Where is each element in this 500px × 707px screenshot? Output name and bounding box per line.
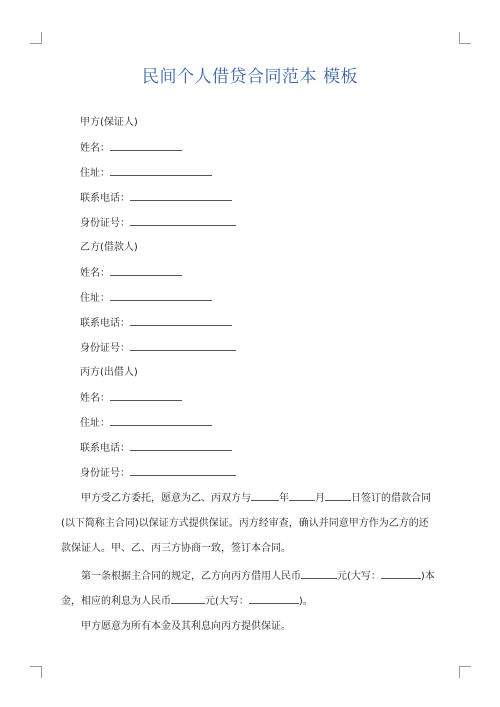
document-title: 民间个人借贷合同范本 模板	[142, 67, 358, 87]
page-corner-mark-bottom-right	[459, 666, 471, 678]
paragraph-line: 款保证人。甲、乙、丙三方协商一致，签订本合同。	[61, 543, 291, 554]
name-blank[interactable]	[110, 141, 182, 151]
date-blank[interactable]	[251, 491, 279, 501]
address-blank[interactable]	[110, 291, 212, 301]
month-label: 月	[315, 493, 325, 504]
guarantee-scope-paragraph	[61, 614, 441, 639]
paragraph-text: 元(大写：	[205, 596, 249, 607]
id-blank[interactable]	[130, 466, 236, 476]
id-blank[interactable]	[130, 216, 236, 226]
party-a-id-row	[80, 216, 236, 231]
year-label: 年	[279, 493, 289, 504]
address-blank[interactable]	[110, 166, 212, 176]
page-corner-mark-top-right	[459, 32, 471, 44]
page-corner-mark-bottom-left	[30, 666, 42, 678]
party-a-heading: 甲方(保证人)	[80, 117, 138, 128]
phone-label: 联系电话：	[80, 318, 130, 329]
interest-words-blank[interactable]	[249, 594, 299, 604]
id-label: 身份证号：	[80, 343, 130, 354]
phone-label: 联系电话：	[80, 193, 130, 204]
name-label: 姓名：	[80, 393, 110, 404]
id-label: 身份证号：	[80, 218, 130, 229]
party-c-address-row	[80, 416, 212, 431]
paragraph-text: 第一条根据主合同的规定，乙方向丙方借用人民币	[81, 571, 301, 582]
phone-label: 联系电话：	[80, 443, 130, 454]
party-c-heading: 丙方(出借人)	[80, 367, 138, 378]
page-corner-mark-top-left	[30, 32, 42, 44]
id-label: 身份证号：	[80, 468, 130, 479]
party-b-heading: 乙方(借款人)	[80, 242, 138, 253]
name-label: 姓名：	[80, 143, 110, 154]
paragraph-line	[61, 486, 441, 511]
address-label: 住址：	[80, 418, 110, 429]
article-one-paragraph	[61, 564, 441, 614]
party-a-phone-row	[80, 191, 232, 206]
paragraph-text: )。	[298, 596, 313, 607]
name-blank[interactable]	[110, 391, 182, 401]
id-blank[interactable]	[130, 341, 236, 351]
paragraph-text: 金，相应的利息为人民币	[61, 596, 171, 607]
party-c-id-row	[80, 466, 236, 481]
party-a-address-row	[80, 166, 212, 181]
paragraph-text: )本	[420, 571, 435, 582]
interest-blank[interactable]	[171, 594, 205, 604]
phone-blank[interactable]	[130, 441, 232, 451]
amount-blank[interactable]	[301, 569, 337, 579]
party-c-name-row	[80, 391, 182, 406]
phone-blank[interactable]	[130, 191, 232, 201]
party-b-phone-row	[80, 316, 232, 331]
name-blank[interactable]	[110, 266, 182, 276]
address-blank[interactable]	[110, 416, 212, 426]
paragraph-line: 甲方愿意为所有本金及其利息向丙方提供保证。	[81, 621, 291, 632]
date-blank[interactable]	[289, 491, 315, 501]
party-a-name-row	[80, 141, 182, 156]
guarantee-paragraph	[61, 486, 441, 561]
address-label: 住址：	[80, 293, 110, 304]
date-blank[interactable]	[325, 491, 351, 501]
party-b-id-row	[80, 341, 236, 356]
name-label: 姓名：	[80, 268, 110, 279]
paragraph-line	[61, 564, 441, 589]
phone-blank[interactable]	[130, 316, 232, 326]
party-b-address-row	[80, 291, 212, 306]
paragraph-line	[61, 589, 441, 614]
paragraph-text: 日签订的借款合同	[351, 493, 431, 504]
address-label: 住址：	[80, 168, 110, 179]
paragraph-line: (以下简称主合同)以保证方式提供保证。丙方经审查，确认并同意甲方作为乙方的还	[61, 518, 429, 529]
paragraph-text: 元(大写：	[337, 571, 381, 582]
party-c-phone-row	[80, 441, 232, 456]
party-b-name-row	[80, 266, 182, 281]
amount-words-blank[interactable]	[381, 569, 421, 579]
paragraph-text: 甲方受乙方委托，愿意为乙、丙双方与	[81, 493, 251, 504]
